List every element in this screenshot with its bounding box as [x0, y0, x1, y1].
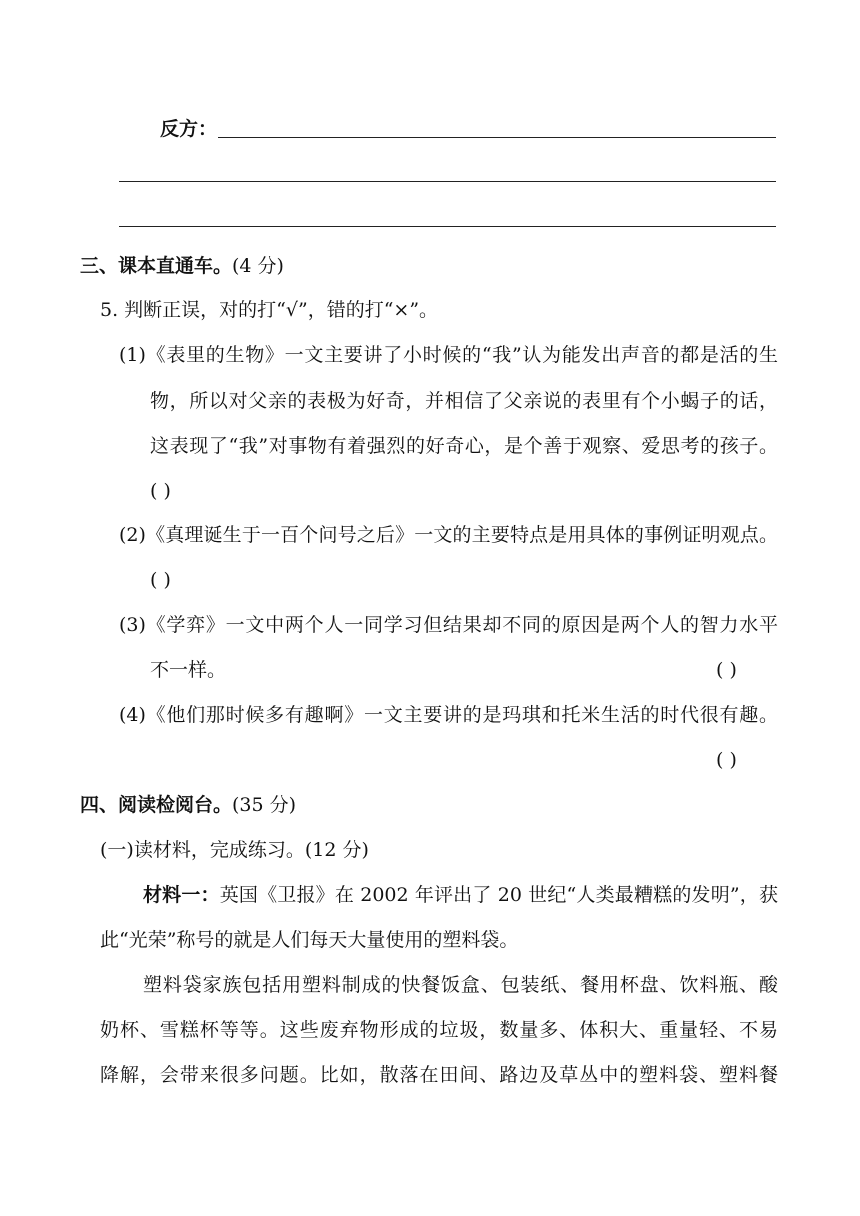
para2-line1: 塑料袋家族包括用塑料制成的快餐饭盒、包装纸、餐用杯盘、饮料瓶、酸: [143, 974, 778, 996]
q5-item4-line1: (4)《他们那时候多有趣啊》一文主要讲的是玛琪和托米生活的时代很有趣。: [119, 704, 778, 726]
answer-line-2[interactable]: [119, 181, 776, 182]
section4-sub1: (一)读材料，完成练习。(12 分): [100, 839, 369, 861]
answer-line-1[interactable]: [218, 137, 776, 138]
section4-score: (35 分): [232, 794, 297, 816]
q5-item3-line1: (3)《学弈》一文中两个人一同学习但结果却不同的原因是两个人的智力水平: [119, 614, 778, 636]
q5-item1-line3: 这表现了“我”对事物有着强烈的好奇心，是个善于观察、爱思考的孩子。: [150, 435, 778, 457]
q5-item2-answer-box[interactable]: ( ): [150, 569, 171, 591]
q5-item1-answer-box[interactable]: ( ): [150, 480, 171, 502]
material1-label: 材料一：: [143, 884, 220, 906]
q5-item3-line2: 不一样。: [150, 659, 227, 681]
q5-item3-answer-box[interactable]: ( ): [716, 659, 737, 681]
q5-prompt: 5. 判断正误，对的打“√”，错的打“×”。: [100, 299, 439, 321]
section3-title: 三、课本直通车。: [80, 255, 233, 277]
material1-text-1: 英国《卫报》在 2002 年评出了 20 世纪“人类最糟糕的发明”，获: [219, 884, 778, 906]
para2-line2: 奶杯、雪糕杯等等。这些废弃物形成的垃圾，数量多、体积大、重量轻、不易: [100, 1019, 778, 1041]
para2-line3: 降解，会带来很多问题。比如，散落在田间、路边及草丛中的塑料袋、塑料餐: [100, 1064, 778, 1086]
section4-heading: [80, 793, 296, 817]
q5-item1-line2: 物，所以对父亲的表极为好奇，并相信了父亲说的表里有个小蝎子的话，: [150, 390, 778, 412]
q5-item2-line1: (2)《真理诞生于一百个问号之后》一文的主要特点是用具体的事例证明观点。: [119, 524, 778, 546]
section4-title: 四、阅读检阅台。: [80, 794, 233, 816]
material1-line1: [143, 883, 778, 907]
q5-item1-line1: (1)《表里的生物》一文主要讲了小时候的“我”认为能发出声音的都是活的生: [119, 344, 778, 366]
material1-line2: 此“光荣”称号的就是人们每天大量使用的塑料袋。: [100, 929, 519, 951]
fanfang-label: 反方：: [160, 118, 218, 140]
section3-score: (4 分): [232, 255, 284, 277]
answer-line-3[interactable]: [119, 226, 776, 227]
section3-heading: [80, 254, 284, 278]
q5-item4-answer-box[interactable]: ( ): [716, 749, 737, 771]
